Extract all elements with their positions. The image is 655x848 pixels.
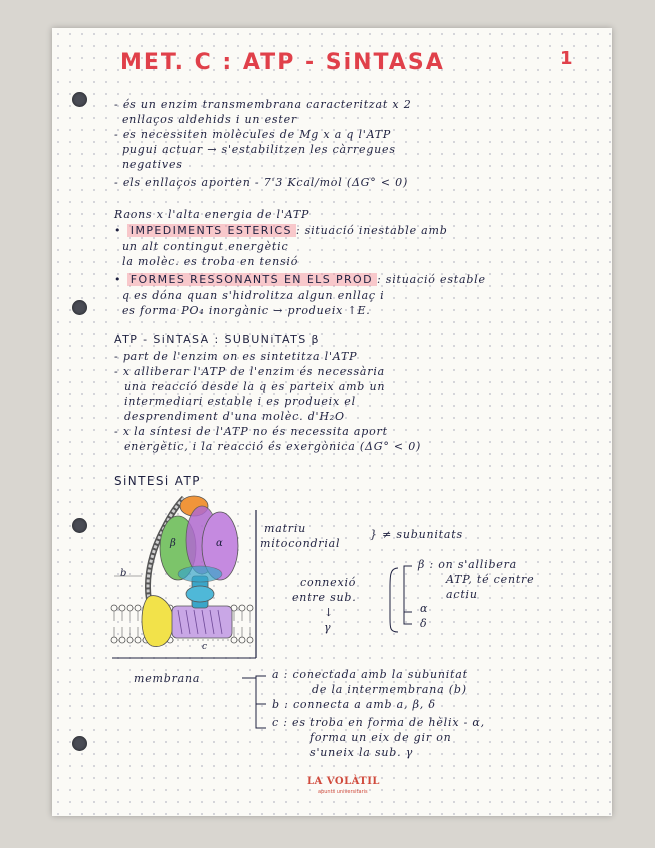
subunits-line: intermediari estable i es produeix el [124,395,356,408]
reasons-line: q es dóna quan s'hidrolitza algun enllaç i [122,289,385,302]
subunits-line: - x alliberar l'ATP de l'enzim és necessària [114,365,385,378]
synthesis-heading: SiNTESi ATP [114,474,201,488]
subunits-line: energètic, i la reacció és exergònica (ΔG° < 0) [124,440,422,453]
matrix-label: mitocondrial [260,537,341,550]
subunits-line: desprendiment d'una molèc. d'H₂O [124,410,345,423]
subunit-c-note: c : es troba en forma de hèlix - α, [272,716,485,729]
connection-gamma: γ [324,621,332,634]
lipid-head [239,637,245,643]
intro-line: negatives [122,158,183,171]
subunits-line: - part de l'enzim on es sintetitza l'ATP [114,350,358,363]
reasons-line: la molèc. es troba en tensió [122,255,299,268]
page-number: 1 [560,48,573,69]
reasons-line: es forma PO₄ inorgànic → produeix ↑E. [122,304,371,317]
brand-logo: LA VOLÀTIL [307,776,380,787]
lipid-head [247,605,253,611]
intro-line: pugui actuar → s'estabilitzen les càrregues [122,143,396,156]
diagram-label-alpha: α [216,538,224,549]
subunit-c-note: s'uneix la sub. γ [310,746,414,759]
subunits-heading: ATP - SiNTASA : SUBUNiTATS β [114,333,320,346]
subunit-a [142,596,173,647]
alpha-note: α [420,602,429,615]
item1-text: : situació inestable amb [295,224,448,237]
reasons-line: un alt contingut energètic [122,240,289,253]
lipid-head [127,637,133,643]
diagram-label-c: c [202,642,208,652]
intro-line: - els enllaços aporten - 7'3 Kcal/mol (ΔG° < 0) [114,176,409,189]
subunit-a-note: a : conectada amb la subunitat [272,668,468,681]
beta-note: actiu [446,588,478,601]
subunit-c-note: forma un eix de gir on [310,731,452,744]
diagram-label-b: b [120,568,128,579]
item2-text: : situació estable [376,273,486,286]
matrix-label: matriu [264,522,307,535]
lipid-head [119,605,125,611]
highlight-impediments: IMPEDIMENTS ESTERICS [127,224,296,237]
intro-line: enllaços aldehids i un ester [122,113,297,126]
reasons-item1: • IMPEDIMENTS ESTERICS : situació inestable amb [114,224,448,237]
subunits-line: una reacció desde la q es parteix amb un [124,380,386,393]
subunit-b-note: b : connecta a amb a, β, δ [272,698,436,711]
lipid-head [135,637,141,643]
lipid-head [231,637,237,643]
page-title: MET. C : ATP - SiNTASA [120,50,445,75]
lipid-head [119,637,125,643]
connection-label: connexió [300,576,357,589]
subunits-line: - x la síntesi de l'ATP no és necessita aport [114,425,388,438]
highlight-formes: FORMES RESSONANTS EN ELS PROD [127,273,377,286]
diagram-label-beta: β [170,538,177,549]
subunits-label: } ≠ subunitats [370,528,463,541]
brand-tagline: apunts universitaris [318,789,368,795]
lipid-head [111,637,117,643]
lipid-head [111,605,117,611]
connection-label: entre sub. [292,591,357,604]
connection-arrow: ↓ [324,606,335,619]
reasons-heading: Raons x l'alta energia de l'ATP [114,208,310,221]
beta-note: β : on s'allibera [418,558,518,571]
intro-line: - és un enzim transmembrana caracteritzat x 2 [114,98,412,111]
lipid-head [135,605,141,611]
intro-line: - es necessiten molècules de Mg x a q l'ATP [114,128,392,141]
beta-note: ATP, té centre [446,573,535,586]
subunit-a-note: de la intermembrana (b) [312,683,467,696]
lipid-head [247,637,253,643]
notebook-page [52,28,612,816]
lipid-head [127,605,133,611]
lipid-head [239,605,245,611]
membrane-label: membrana [134,672,201,685]
delta-note: δ [420,617,428,630]
reasons-item2: • FORMES RESSONANTS EN ELS PROD : situació estable [114,273,486,286]
